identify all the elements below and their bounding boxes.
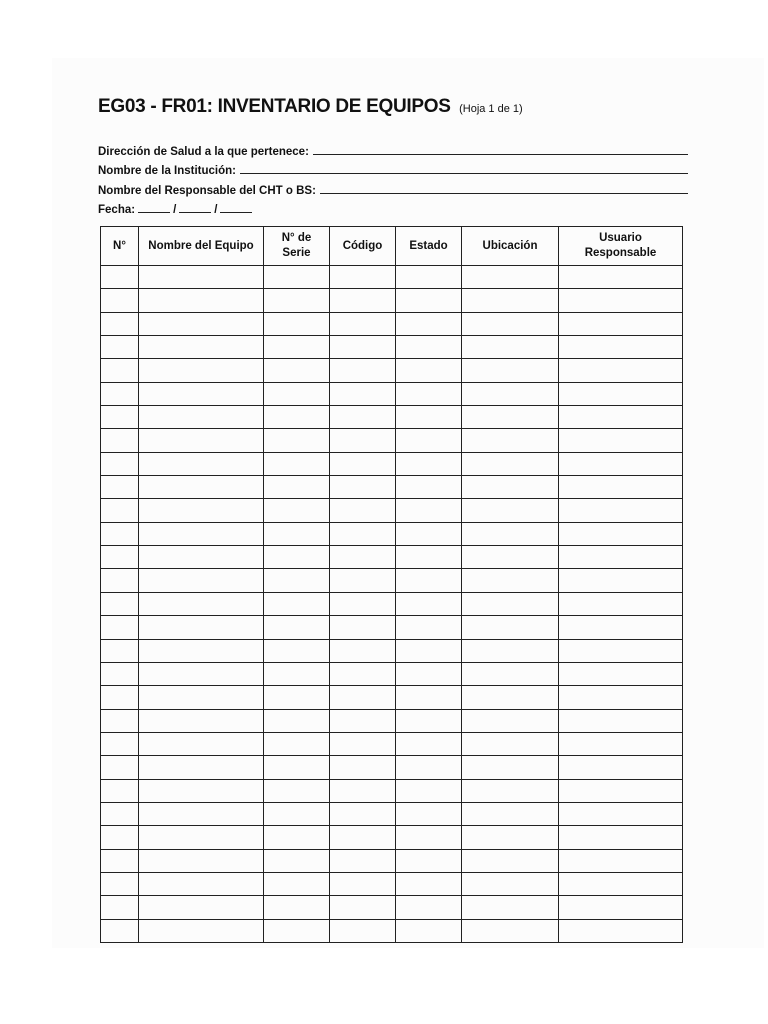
table-cell[interactable]: [330, 592, 396, 615]
table-cell[interactable]: [264, 709, 330, 732]
table-cell[interactable]: [330, 662, 396, 685]
table-cell[interactable]: [330, 802, 396, 825]
table-cell[interactable]: [330, 289, 396, 312]
document-title: [98, 96, 523, 118]
table-row: [101, 732, 683, 755]
table-cell[interactable]: [139, 709, 264, 732]
table-cell[interactable]: [139, 429, 264, 452]
table-cell[interactable]: [330, 896, 396, 919]
table-cell[interactable]: [330, 919, 396, 942]
table-cell[interactable]: [559, 919, 683, 942]
table-cell[interactable]: [101, 732, 139, 755]
table-row: [101, 499, 683, 522]
table-row: [101, 896, 683, 919]
table-row: [101, 592, 683, 615]
table-cell[interactable]: [330, 429, 396, 452]
table-cell[interactable]: [330, 686, 396, 709]
date-label: Fecha:: [98, 204, 136, 216]
form-title: EG03 - FR01: INVENTARIO DE EQUIPOS: [98, 96, 451, 117]
table-cell[interactable]: [396, 522, 462, 545]
table-cell[interactable]: [264, 919, 330, 942]
table-cell[interactable]: [559, 872, 683, 895]
field-institucion[interactable]: [98, 158, 688, 178]
header-numero-serie: N° de Serie: [264, 227, 330, 266]
table-cell[interactable]: [101, 406, 139, 429]
table-cell[interactable]: [559, 732, 683, 755]
table-row: [101, 616, 683, 639]
table-row: [101, 662, 683, 685]
table-cell[interactable]: [396, 849, 462, 872]
table-cell[interactable]: [396, 476, 462, 499]
table-cell[interactable]: [330, 732, 396, 755]
table-row: [101, 849, 683, 872]
field-responsable[interactable]: [98, 177, 688, 197]
table-cell[interactable]: [462, 802, 559, 825]
table-cell[interactable]: [330, 639, 396, 662]
table-cell[interactable]: [101, 499, 139, 522]
table-cell[interactable]: [330, 616, 396, 639]
header-fields: [98, 138, 688, 216]
table-cell[interactable]: [139, 499, 264, 522]
table-cell[interactable]: [462, 662, 559, 685]
table-cell[interactable]: [396, 569, 462, 592]
header-numero: N°: [101, 227, 139, 266]
table-cell[interactable]: [101, 429, 139, 452]
table-cell[interactable]: [396, 266, 462, 289]
table-cell[interactable]: [330, 569, 396, 592]
table-cell[interactable]: [462, 826, 559, 849]
table-cell[interactable]: [462, 312, 559, 335]
table-cell[interactable]: [462, 289, 559, 312]
table-row: [101, 289, 683, 312]
table-cell[interactable]: [330, 452, 396, 475]
table-cell[interactable]: [396, 382, 462, 405]
table-row: [101, 569, 683, 592]
table-cell[interactable]: [139, 616, 264, 639]
table-cell[interactable]: [462, 546, 559, 569]
table-cell[interactable]: [139, 406, 264, 429]
table-row: [101, 476, 683, 499]
field-direccion-salud[interactable]: [98, 138, 688, 158]
table-cell[interactable]: [462, 896, 559, 919]
table-cell[interactable]: [462, 569, 559, 592]
table-cell[interactable]: [559, 709, 683, 732]
table-cell[interactable]: [101, 896, 139, 919]
table-cell[interactable]: [139, 732, 264, 755]
table-cell[interactable]: [264, 872, 330, 895]
table-cell[interactable]: [462, 872, 559, 895]
table-cell[interactable]: [462, 616, 559, 639]
table-cell[interactable]: [264, 662, 330, 685]
header-codigo: Código: [330, 227, 396, 266]
table-cell[interactable]: [396, 919, 462, 942]
table-cell[interactable]: [264, 592, 330, 615]
table-cell[interactable]: [396, 662, 462, 685]
table-cell[interactable]: [330, 406, 396, 429]
table-cell[interactable]: [139, 312, 264, 335]
table-cell[interactable]: [396, 289, 462, 312]
table-cell[interactable]: [462, 499, 559, 522]
field-blank-line[interactable]: [240, 172, 688, 174]
table-cell[interactable]: [559, 289, 683, 312]
table-cell[interactable]: [396, 779, 462, 802]
table-cell[interactable]: [101, 592, 139, 615]
table-cell[interactable]: [264, 359, 330, 382]
table-cell[interactable]: [396, 429, 462, 452]
table-cell[interactable]: [462, 639, 559, 662]
table-cell[interactable]: [559, 779, 683, 802]
table-cell[interactable]: [462, 382, 559, 405]
table-cell[interactable]: [101, 662, 139, 685]
table-cell[interactable]: [396, 359, 462, 382]
table-cell[interactable]: [330, 382, 396, 405]
table-row: [101, 779, 683, 802]
table-cell[interactable]: [396, 616, 462, 639]
table-cell[interactable]: [559, 382, 683, 405]
table-cell[interactable]: [139, 359, 264, 382]
table-row: [101, 546, 683, 569]
table-cell[interactable]: [559, 849, 683, 872]
table-cell[interactable]: [101, 756, 139, 779]
table-cell[interactable]: [559, 546, 683, 569]
table-cell[interactable]: [396, 896, 462, 919]
header-nombre-equipo: Nombre del Equipo: [139, 227, 264, 266]
table-cell[interactable]: [101, 709, 139, 732]
table-cell[interactable]: [101, 266, 139, 289]
table-cell[interactable]: [139, 592, 264, 615]
table-cell[interactable]: [264, 476, 330, 499]
table-cell[interactable]: [139, 522, 264, 545]
table-cell[interactable]: [101, 849, 139, 872]
table-cell[interactable]: [101, 382, 139, 405]
table-cell[interactable]: [559, 452, 683, 475]
table-cell[interactable]: [330, 336, 396, 359]
table-cell[interactable]: [264, 802, 330, 825]
table-cell[interactable]: [101, 289, 139, 312]
table-cell[interactable]: [330, 849, 396, 872]
table-cell[interactable]: [139, 452, 264, 475]
table-cell[interactable]: [264, 849, 330, 872]
table-cell[interactable]: [264, 312, 330, 335]
table-cell[interactable]: [559, 639, 683, 662]
table-cell[interactable]: [139, 476, 264, 499]
table-cell[interactable]: [139, 826, 264, 849]
table-cell[interactable]: [559, 662, 683, 685]
table-cell[interactable]: [462, 756, 559, 779]
table-cell[interactable]: [396, 872, 462, 895]
table-cell[interactable]: [264, 756, 330, 779]
table-cell[interactable]: [139, 266, 264, 289]
table-cell[interactable]: [101, 312, 139, 335]
table-cell[interactable]: [559, 826, 683, 849]
table-row: [101, 522, 683, 545]
table-cell[interactable]: [396, 452, 462, 475]
table-cell[interactable]: [264, 826, 330, 849]
table-cell[interactable]: [559, 429, 683, 452]
table-cell[interactable]: [396, 639, 462, 662]
table-cell[interactable]: [559, 336, 683, 359]
table-cell[interactable]: [559, 896, 683, 919]
table-cell[interactable]: [462, 266, 559, 289]
table-cell[interactable]: [462, 429, 559, 452]
table-cell[interactable]: [396, 686, 462, 709]
table-cell[interactable]: [264, 499, 330, 522]
table-cell[interactable]: [462, 406, 559, 429]
table-cell[interactable]: [139, 756, 264, 779]
table-cell[interactable]: [101, 802, 139, 825]
table-cell[interactable]: [330, 359, 396, 382]
table-cell[interactable]: [101, 569, 139, 592]
date-year-blank[interactable]: [220, 211, 252, 213]
field-blank-line[interactable]: [320, 192, 688, 194]
table-cell[interactable]: [264, 522, 330, 545]
date-separator: /: [214, 204, 218, 216]
table-cell[interactable]: [139, 336, 264, 359]
field-label: Nombre de la Institución:: [98, 165, 237, 177]
table-row: [101, 756, 683, 779]
table-cell[interactable]: [559, 522, 683, 545]
table-cell[interactable]: [330, 546, 396, 569]
table-cell[interactable]: [264, 779, 330, 802]
table-cell[interactable]: [101, 686, 139, 709]
table-cell[interactable]: [462, 452, 559, 475]
table-cell[interactable]: [462, 522, 559, 545]
table-row: [101, 382, 683, 405]
date-month-blank[interactable]: [179, 211, 211, 213]
table-cell[interactable]: [559, 312, 683, 335]
date-separator: /: [173, 204, 177, 216]
table-header-row: [101, 227, 683, 266]
table-row: [101, 919, 683, 942]
table-cell[interactable]: [396, 826, 462, 849]
table-cell[interactable]: [139, 896, 264, 919]
table-cell[interactable]: [396, 312, 462, 335]
table-cell[interactable]: [559, 686, 683, 709]
table-cell[interactable]: [139, 382, 264, 405]
field-label: Dirección de Salud a la que pertenece:: [98, 145, 309, 158]
table-cell[interactable]: [462, 359, 559, 382]
table-cell[interactable]: [264, 732, 330, 755]
table-row: [101, 452, 683, 475]
table-cell[interactable]: [330, 779, 396, 802]
table-cell[interactable]: [101, 476, 139, 499]
table-cell[interactable]: [264, 686, 330, 709]
table-cell[interactable]: [264, 336, 330, 359]
table-cell[interactable]: [101, 546, 139, 569]
header-ubicacion: Ubicación: [462, 227, 559, 266]
inventory-table: [100, 226, 683, 943]
table-cell[interactable]: [139, 919, 264, 942]
table-cell[interactable]: [396, 546, 462, 569]
table-cell[interactable]: [462, 732, 559, 755]
table-cell[interactable]: [462, 849, 559, 872]
table-cell[interactable]: [462, 919, 559, 942]
table-cell[interactable]: [139, 569, 264, 592]
table-cell[interactable]: [101, 522, 139, 545]
header-estado: Estado: [396, 227, 462, 266]
field-label: Nombre del Responsable del CHT o BS:: [98, 184, 316, 197]
table-cell[interactable]: [264, 896, 330, 919]
table-cell[interactable]: [264, 546, 330, 569]
table-cell[interactable]: [264, 639, 330, 662]
table-cell[interactable]: [139, 662, 264, 685]
table-cell[interactable]: [101, 336, 139, 359]
table-body: [101, 266, 683, 943]
sheet-number: (Hoja 1 de 1): [459, 103, 523, 115]
table-cell[interactable]: [559, 476, 683, 499]
table-cell[interactable]: [264, 569, 330, 592]
table-cell[interactable]: [559, 569, 683, 592]
table-cell[interactable]: [396, 336, 462, 359]
table-cell[interactable]: [330, 266, 396, 289]
table-cell[interactable]: [559, 266, 683, 289]
table-cell[interactable]: [264, 382, 330, 405]
table-cell[interactable]: [330, 826, 396, 849]
table-row: [101, 872, 683, 895]
table-cell[interactable]: [139, 639, 264, 662]
table-cell[interactable]: [559, 802, 683, 825]
table-cell[interactable]: [559, 406, 683, 429]
table-cell[interactable]: [264, 266, 330, 289]
table-row: [101, 406, 683, 429]
table-cell[interactable]: [396, 802, 462, 825]
table-cell[interactable]: [396, 732, 462, 755]
header-usuario-responsable: Usuario Responsable: [559, 227, 683, 266]
field-blank-line[interactable]: [313, 153, 688, 155]
table-cell[interactable]: [396, 499, 462, 522]
table-cell[interactable]: [462, 686, 559, 709]
table-cell[interactable]: [396, 756, 462, 779]
table-row: [101, 266, 683, 289]
table-cell[interactable]: [101, 616, 139, 639]
table-cell[interactable]: [330, 756, 396, 779]
table-cell[interactable]: [139, 546, 264, 569]
table-cell[interactable]: [264, 289, 330, 312]
table-cell[interactable]: [559, 756, 683, 779]
table-cell[interactable]: [139, 779, 264, 802]
table-cell[interactable]: [559, 499, 683, 522]
table-cell[interactable]: [559, 616, 683, 639]
table-cell[interactable]: [462, 336, 559, 359]
table-row: [101, 429, 683, 452]
table-cell[interactable]: [139, 802, 264, 825]
table-cell[interactable]: [264, 616, 330, 639]
table-cell[interactable]: [330, 522, 396, 545]
table-cell[interactable]: [396, 406, 462, 429]
table-cell[interactable]: [396, 592, 462, 615]
table-cell[interactable]: [101, 359, 139, 382]
table-row: [101, 639, 683, 662]
table-cell[interactable]: [101, 826, 139, 849]
table-cell[interactable]: [462, 779, 559, 802]
table-cell[interactable]: [462, 476, 559, 499]
table-cell[interactable]: [101, 872, 139, 895]
table-row: [101, 312, 683, 335]
table-cell[interactable]: [330, 476, 396, 499]
table-cell[interactable]: [330, 312, 396, 335]
table-cell[interactable]: [101, 452, 139, 475]
table-cell[interactable]: [462, 592, 559, 615]
table-cell[interactable]: [559, 592, 683, 615]
table-row: [101, 826, 683, 849]
table-cell[interactable]: [101, 639, 139, 662]
field-fecha[interactable]: [98, 197, 688, 217]
table-cell[interactable]: [101, 919, 139, 942]
table-cell[interactable]: [559, 359, 683, 382]
table-cell[interactable]: [264, 406, 330, 429]
table-cell[interactable]: [462, 709, 559, 732]
table-row: [101, 336, 683, 359]
table-cell[interactable]: [264, 452, 330, 475]
table-cell[interactable]: [396, 709, 462, 732]
table-cell[interactable]: [330, 709, 396, 732]
table-row: [101, 359, 683, 382]
table-cell[interactable]: [139, 849, 264, 872]
table-cell[interactable]: [330, 872, 396, 895]
table-row: [101, 686, 683, 709]
table-cell[interactable]: [264, 429, 330, 452]
table-cell[interactable]: [101, 779, 139, 802]
table-row: [101, 802, 683, 825]
table-row: [101, 709, 683, 732]
table-cell[interactable]: [139, 686, 264, 709]
table-cell[interactable]: [139, 872, 264, 895]
table-cell[interactable]: [330, 499, 396, 522]
date-day-blank[interactable]: [138, 211, 170, 213]
table-cell[interactable]: [139, 289, 264, 312]
